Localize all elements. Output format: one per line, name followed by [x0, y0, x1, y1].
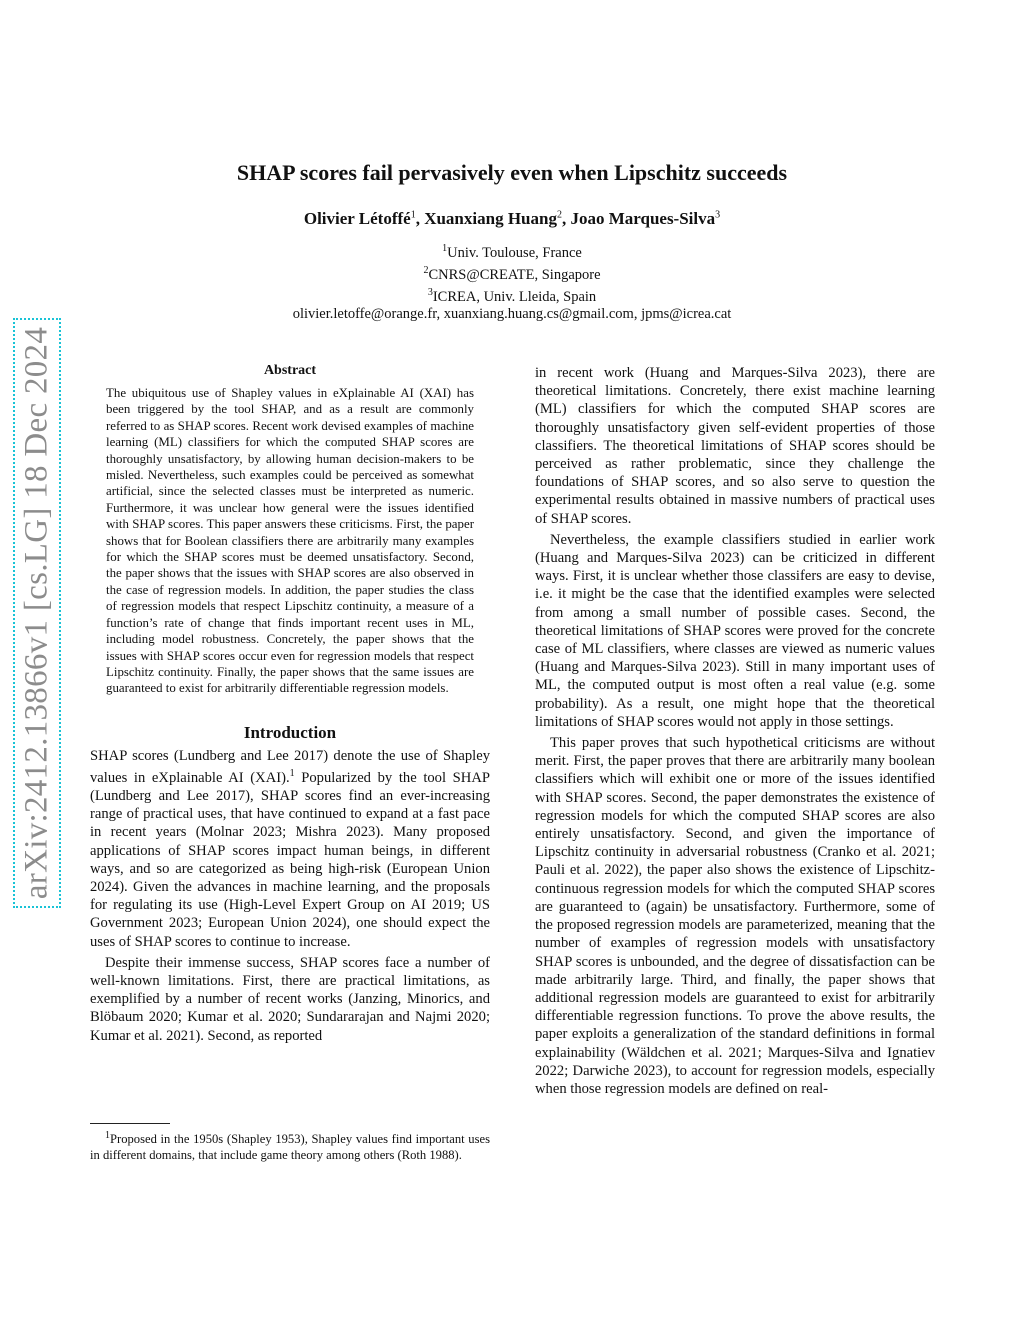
paper-title: SHAP scores fail pervasively even when Lipschitz succeeds — [236, 160, 788, 185]
right-paragraph-3: This paper proves that such hypothetical criticisms are without merit. First, the paper proves that there are arbitrarily many boolean classifiers which will exhibit one or more of the issues identified with SHAP scores. Second, the paper demonstrates the existence of regression models for which the computed SHAP scores are also entirely unsatisfactory. Second, and given the importance of Lipschitz continuity in adversarial robustness (Cranko et al. 2021; Pauli et al. 2022), the paper also shows the existence of Lipschitz-continuous regression models for which the computed SHAP scores are guaranteed to (again) be unsatisfactory. Furthermore, some of the proposed regression models are parameterized, meaning that the number of examples of regression models with unsatisfactory SHAP scores is unbounded, and the degree of dissatisfaction can be made arbitrarily large. Third, and finally, the paper shows that additional regression models are guaranteed to exist for arbitrarily differentiable regression functions. To prove the above results, the paper exploits a generalization of the standard definitions in formal explainability (Wäldchen et al. 2021; Marques-Silva and Ignatiev 2022; Darwiche 2023), to account for regression models, especially when those regression models are defined on real- — [535, 735, 935, 1097]
arxiv-identifier-box — [13, 318, 61, 908]
author-separator: , — [561, 209, 571, 228]
affiliation-text: Univ. Toulouse, France — [447, 244, 582, 261]
affiliation-text: CNRS@CREATE, Singapore — [428, 266, 601, 283]
author-separator: , — [415, 209, 425, 228]
affiliation — [0, 262, 1024, 284]
affiliation-text: ICREA, Univ. Lleida, Spain — [432, 288, 597, 305]
affiliation — [0, 284, 1024, 306]
footnote-reference[interactable]: 1 — [289, 767, 295, 779]
author-emails: olivier.letoffe@orange.fr, xuanxiang.huang.cs@gmail.com, jpms@icrea.cat — [292, 306, 732, 323]
right-column — [535, 364, 935, 1098]
introduction-heading: Introduction — [243, 722, 337, 742]
right-paragraph-1: in recent work (Huang and Marques-Silva 2023), there are theoretical limitations. Concretely, there exist machine learning (ML) classifiers for which the computed SHAP scores are thoroughly unsatisfactory given self-evident properties of those classifiers. The theoretical limitations of SHAP scores should be perceived as rather problematic, since they challenge the foundations of SHAP scores, and so also serve to question the experimental results obtained in massive numbers of practical uses of SHAP scores. — [535, 365, 935, 527]
affiliation — [0, 240, 1024, 262]
footnote — [90, 1128, 490, 1163]
affiliations — [0, 240, 1024, 323]
footnote-divider — [90, 1123, 170, 1124]
intro-paragraph-1 — [90, 747, 490, 951]
author-name: Olivier Létoffé — [303, 209, 411, 228]
intro-text: SHAP scores (Lundberg and Lee 2017) denote the use of Shapley values in eXplainable AI (XAI). — [90, 747, 490, 786]
footnote-mark: 1 — [105, 1130, 110, 1141]
author-name: Xuanxiang Huang — [424, 209, 557, 228]
left-column — [90, 363, 490, 1045]
affiliation-mark: 2 — [423, 264, 429, 276]
footnote-text: Proposed in the 1950s (Shapley 1953), Shapley values find important uses in different domains, that include game theory among others (Roth 1988). — [90, 1132, 490, 1163]
intro-paragraph-2: Despite their immense success, SHAP scores face a number of well-known limitations. First, there are practical limitations, as exemplified by a number of recent works (Janzing, Minorics, and Blöbaum 2020; Kumar et al. 2020; Sundararajan and Najmi 2020; Kumar et al. 2021). Second, as reported — [90, 954, 490, 1044]
intro-text: Popularized by the tool SHAP (Lundberg and Lee 2017), SHAP scores find an ever-increasing range of practical uses, that have continued to expand at a fast pace in recent years (Molnar 2023; Mishra 2023). Many proposed applications of SHAP scores impact human beings, in different ways, and so are categorized as being high-risk (European Union 2024). Given the advances in machine learning, and the proposals for regulating its use (High-Level Expert Group on AI 2019; US Government 2023; European Union 2024), one should expect the uses of SHAP scores to continue to increase. — [90, 769, 490, 950]
author-affiliation-mark: 2 — [556, 209, 562, 221]
right-paragraph-2: Nevertheless, the example classifiers studied in earlier work (Huang and Marques-Silva 2023) can be criticized in different ways. First, it is unclear whether those classifers are easy to devise, i.e. it might be the case that the identified examples were selected from among a small number of possible cases. Second, the theoretical limitations of SHAP scores were proved for the concrete case of ML classifiers, where classes are viewed as numeric values (Huang and Marques-Silva 2023). Still in many important uses of ML, the computed output is most often a real value (e.g. some probability). As a result, one might hope that the theoretical limitations of SHAP scores would not apply in those settings. — [535, 531, 935, 730]
author-affiliation-mark: 3 — [715, 209, 721, 221]
abstract-heading: Abstract — [263, 363, 317, 378]
affiliation-mark: 1 — [442, 243, 448, 254]
author-affiliation-mark: 1 — [410, 209, 416, 221]
arxiv-identifier: arXiv:2412.13866v1 [cs.LG] 18 Dec 2024 — [18, 326, 55, 900]
author-list — [0, 209, 1024, 229]
affiliation-mark: 3 — [427, 286, 433, 298]
author-name: Joao Marques-Silva — [570, 209, 716, 228]
abstract-text: The ubiquitous use of Shapley values in eXplainable AI (XAI) has been triggered by the tool SHAP, and as a result are commonly referred to as SHAP scores. Recent work devised examples of machine learning (ML) classifiers for which the computed SHAP scores are thoroughly unsatisfactory, by allowing human decision-makers to be misled. Nevertheless, such examples could be perceived as somewhat artificial, since the selected classes must be interpreted as numeric. Furthermore, it was unclear how general were the issues identified with SHAP scores. This paper answers these criticisms. First, the paper shows that for Boolean classifiers there are arbitrarily many examples for which the SHAP scores must be deemed unsatisfactory. Second, the paper shows that the issues with SHAP scores are also observed in the case of regression models. In addition, the paper studies the class of regression models that respect Lipschitz continuity, a measure of a function’s rate of change that finds important recent uses in ML, including model robustness. Concretely, the paper shows that the issues with SHAP scores occur even for regression models that respect Lipschitz continuity. Finally, the paper shows that the same issues are guaranteed to exist for arbitrarily differentiable regression models. — [106, 386, 474, 696]
